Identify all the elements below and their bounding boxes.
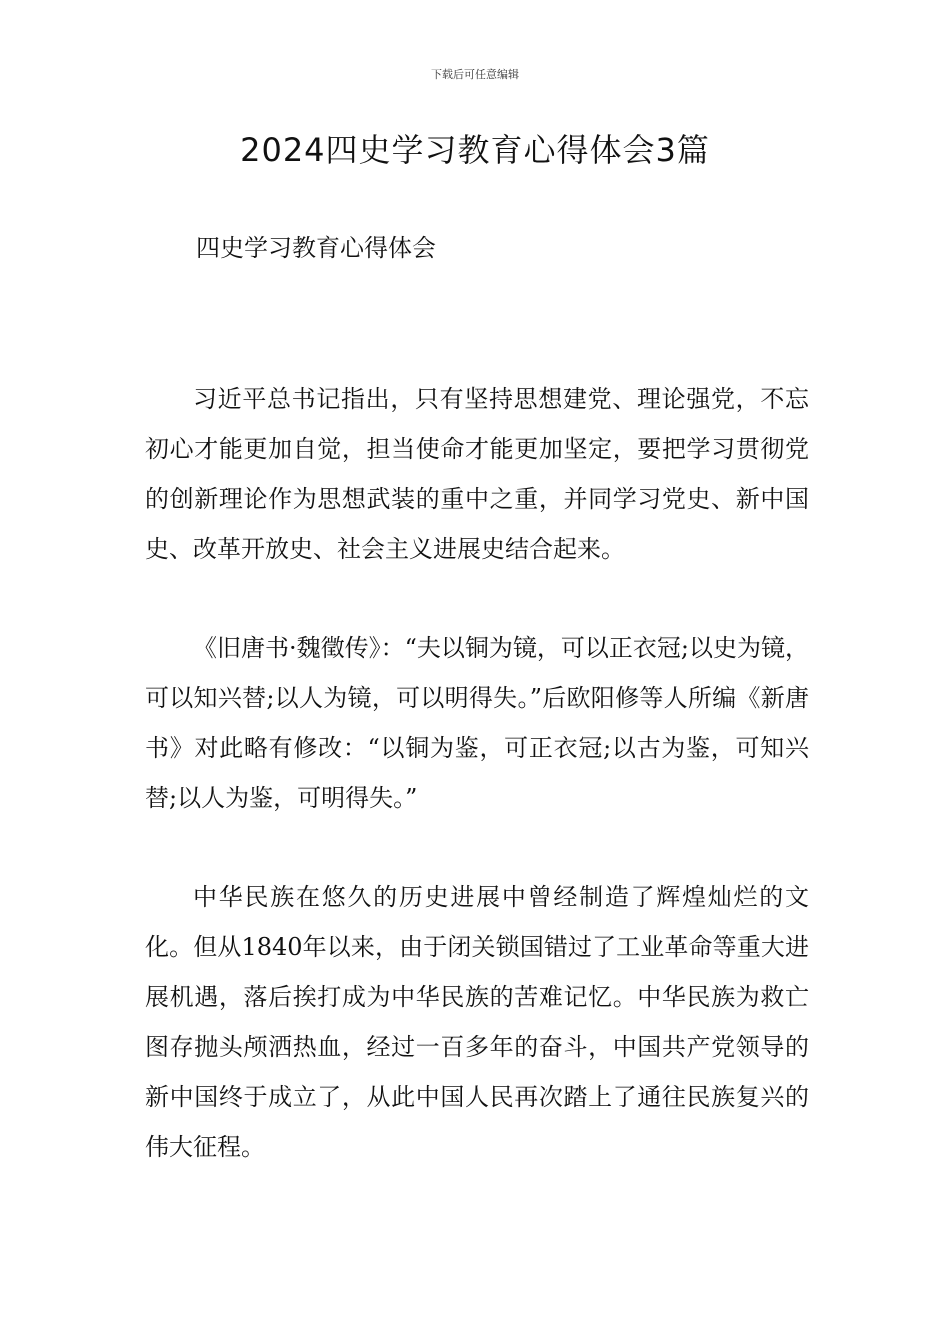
paragraph-2: 《旧唐书·魏徵传》：“夫以铜为镜，可以正衣冠;以史为镜，可以知兴替;以人为镜，可以明得失。”后欧阳修等人所编《新唐书》对此略有修改：“以铜为鉴，可正衣冠;以古为鉴，可知兴替;以人为鉴，可明得失。” bbox=[145, 634, 809, 812]
paragraph-3: 中华民族在悠久的历史进展中曾经制造了辉煌灿烂的文化。但从1840年以来，由于闭关锁国错过了工业革命等重大进展机遇，落后挨打成为中华民族的苦难记忆。中华民族为救亡图存抛头颅洒热血，经过一百多年的奋斗，中国共产党领导的新中国终于成立了，从此中国人民再次踏上了通往民族复兴的伟大征程。 bbox=[145, 883, 809, 1161]
document-subtitle: 四史学习教育心得体会 bbox=[196, 234, 436, 262]
document-title: 2024四史学习教育心得体会3篇 bbox=[240, 131, 710, 169]
header-note: 下载后可任意编辑 bbox=[431, 68, 519, 81]
paragraph-1: 习近平总书记指出，只有坚持思想建党、理论强党，不忘初心才能更加自觉，担当使命才能更加坚定，要把学习贯彻党的创新理论作为思想武装的重中之重，并同学习党史、新中国史、改革开放史、社会主义进展史结合起来。 bbox=[145, 385, 809, 563]
